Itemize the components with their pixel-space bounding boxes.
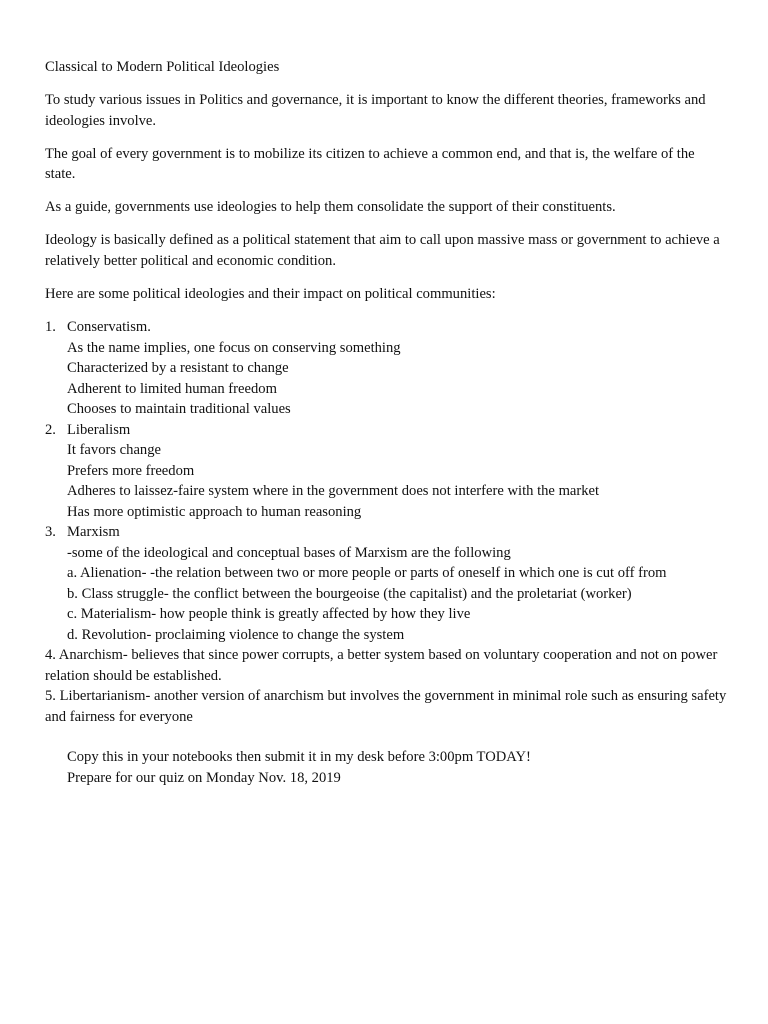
list-line: Characterized by a resistant to change (67, 360, 289, 376)
list-line: c. Materialism- how people think is greatly affected by how they live (67, 606, 471, 622)
paragraph-guide: As a guide, governments use ideologies to help them consolidate the support of their constituents. (45, 199, 616, 215)
list-line: a. Alienation- -the relation between two or more people or parts of oneself in which one is cut off from (67, 565, 667, 581)
list-line: Has more optimistic approach to human reasoning (67, 503, 362, 520)
list-number: 1. (45, 319, 56, 335)
list-line: Adheres to laissez-faire system where in the government does not interfere with the market (67, 483, 600, 499)
list-item-marxism (45, 522, 728, 645)
list-line: Chooses to maintain traditional values (67, 401, 291, 417)
list-line: d. Revolution- proclaiming violence to change the system (67, 626, 405, 643)
list-item-libertarianism: 5. Libertarianism- another version of anarchism but involves the government in minimal role such as ensuring safety and fairness for everyone (45, 688, 727, 725)
list-item-conservatism (45, 317, 728, 420)
list-heading: Conservatism. (67, 319, 151, 335)
document-title: Classical to Modern Political Ideologies (45, 59, 280, 75)
list-heading: Marxism (67, 524, 120, 540)
list-number: 3. (45, 524, 56, 540)
list-item-liberalism (45, 420, 728, 523)
list-line: Adherent to limited human freedom (67, 380, 277, 397)
paragraph-goal: The goal of every government is to mobilize its citizen to achieve a common end, and that is, the welfare of the state. (45, 145, 695, 182)
note-quiz: Prepare for our quiz on Monday Nov. 18, 2019 (67, 769, 341, 786)
teacher-notes (45, 747, 728, 788)
list-line: Prefers more freedom (67, 462, 195, 479)
list-number: 2. (45, 421, 56, 438)
paragraph-definition: Ideology is basically defined as a political statement that aim to call upon massive mass or government to achieve a relatively better political and economic condition. (45, 232, 720, 269)
ideology-list (45, 317, 728, 727)
list-line: b. Class struggle- the conflict between the bourgeoise (the capitalist) and the proletariat (worker) (67, 585, 632, 602)
list-line: It favors change (67, 442, 162, 458)
list-item-anarchism: 4. Anarchism- believes that since power corrupts, a better system based on voluntary cooperation and not on power relation should be established. (45, 647, 718, 684)
list-line: -some of the ideological and conceptual bases of Marxism are the following (67, 544, 511, 561)
note-submission: Copy this in your notebooks then submit it in my desk before 3:00pm TODAY! (67, 749, 531, 765)
paragraph-list-intro: Here are some political ideologies and their impact on political communities: (45, 285, 496, 302)
list-heading: Liberalism (67, 421, 131, 438)
paragraph-intro: To study various issues in Politics and governance, it is important to know the different theories, frameworks and ideologies involve. (45, 92, 706, 129)
list-line: As the name implies, one focus on conserving something (67, 339, 401, 356)
